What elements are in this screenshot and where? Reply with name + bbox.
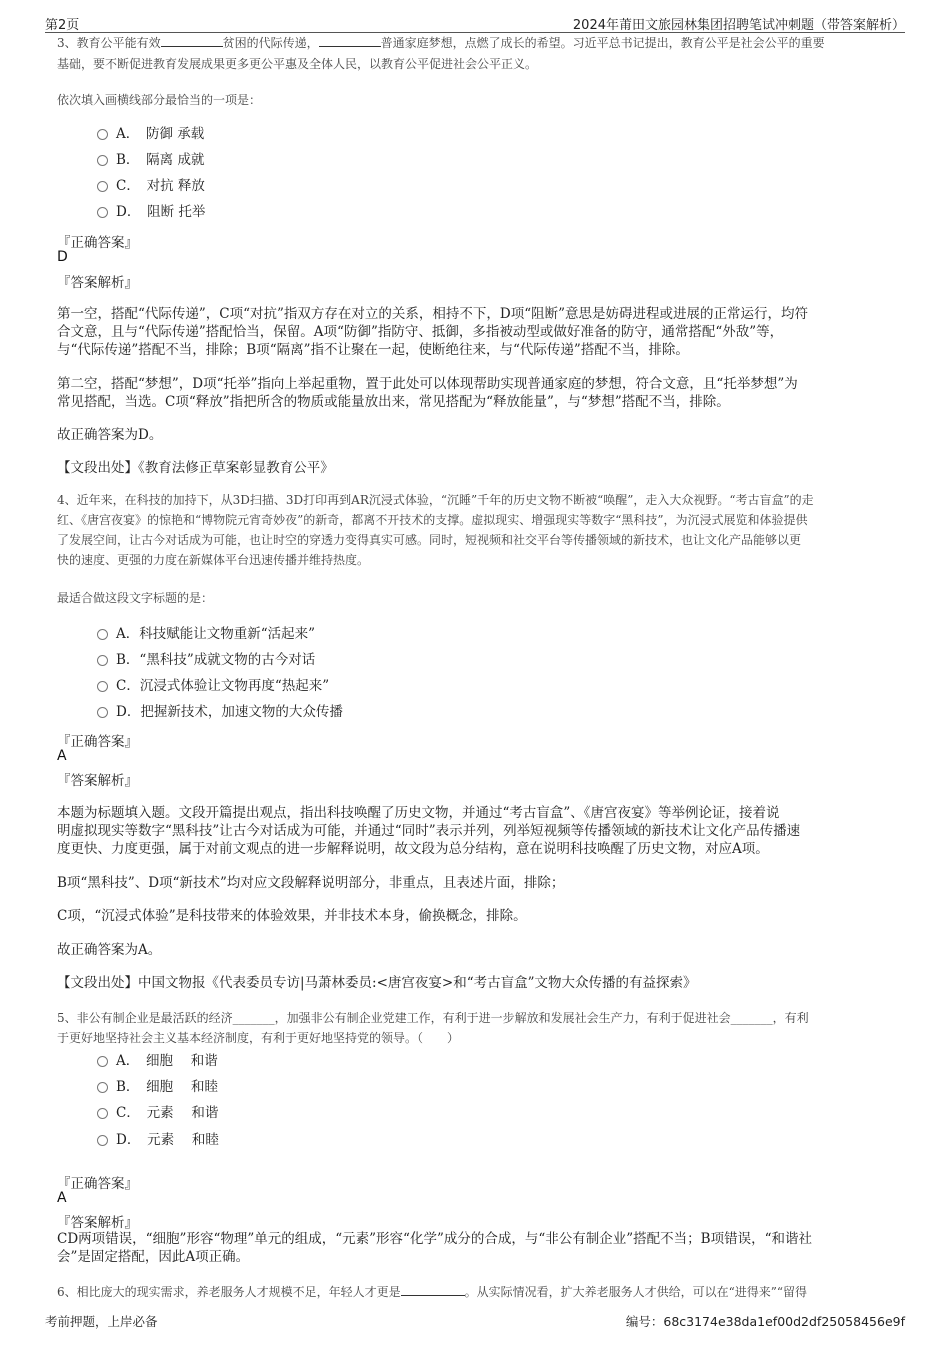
radio-icon[interactable] [97, 1082, 108, 1093]
radio-icon[interactable] [97, 629, 108, 640]
radio-icon[interactable] [97, 181, 108, 192]
q4-answer-label: 『正确答案』 [57, 734, 138, 750]
radio-icon[interactable] [97, 681, 108, 692]
q4-prompt: 最适合做这段文字标题的是： [57, 591, 214, 605]
q5-analysis-label: 『答案解析』 [57, 1215, 138, 1231]
footer-slogan: 考前押题，上岸必备 [45, 1314, 158, 1329]
q3-answer-label: 『正确答案』 [57, 235, 138, 251]
q5-option-d[interactable]: D． 元素 和睦 [97, 1130, 219, 1150]
q4-option-d[interactable]: D．把握新技术，加速文物的大众传播 [97, 702, 343, 722]
radio-icon[interactable] [97, 1108, 108, 1119]
q4-analysis-label: 『答案解析』 [57, 773, 138, 789]
q3-option-d[interactable]: D． 阻断 托举 [97, 202, 205, 222]
q3-analysis-p2: 第二空，搭配“梦想”，D项“托举”指向上举起重物，置于此处可以体现帮助实现普通家庭的梦想，符合文意，且“托举梦想”为 常见搭配，当选。C项“释放”指把所含的物质或能量放出来，常见搭配为“释放能量”，与“梦想”搭配不当，排除。 [57, 376, 798, 410]
q4-analysis-p2: B项“黑科技”、D项“新技术”均对应文段解释说明部分，非重点，且表述片面，排除； [57, 875, 565, 891]
q5-analysis: CD两项错误，“细胞”形容“物理”单元的组成，“元素”形容“化学”成分的合成，与“非公有制企业”搭配不当；B项错误，“和谐社 会”是固定搭配，因此A项正确。 [57, 1231, 812, 1265]
page-header [0, 0, 950, 34]
q3-option-c[interactable]: C． 对抗 释放 [97, 176, 205, 196]
q4-analysis-p1: 本题为标题填入题。文段开篇提出观点，指出科技唤醒了历史文物，并通过“考古盲盒”、《唐宫夜宴》等举例论证，接着说 明虚拟现实等数字“黑科技”让古今对话成为可能，并通过“同时”表示并列，列举短视频等传播领域的新技术让文化产品传播速 度更快、力度更强，属于对前文观点的进一步解释说明，故文段为总分结构，意在说明科技唤醒了历史文物，对应A项。 [57, 805, 801, 857]
q4-answer: A [57, 748, 67, 764]
q3-prompt: 依次填入画横线部分最恰当的一项是： [57, 93, 262, 107]
q5-answer: A [57, 1190, 67, 1206]
q3-stem: 3、教育公平能有效 贫困的代际传递， 普通家庭梦想，点燃了成长的希望。习近平总书记提出，教育公平是社会公平的重要 基础，要不断促进教育发展成果更多更公平惠及全体人民，以教育公平促进社会公平正义。 [57, 36, 825, 71]
page-number: 第2页 [45, 18, 80, 33]
radio-icon[interactable] [97, 707, 108, 718]
radio-icon[interactable] [97, 155, 108, 166]
q5-stem: 5、非公有制企业是最活跃的经济_______，加强非公有制企业党建工作，有利于进一步解放和发展社会生产力，有利于促进社会_______，有利 于更好地坚持社会主义基本经济制度，有利于更好地坚持党的领导。（ ） [57, 1011, 809, 1045]
q4-source: 【文段出处】中国文物报《代表委员专访|马萧林委员:<唐宫夜宴>和“考古盲盒”文物大众传播的有益探索》 [57, 975, 697, 991]
q3-answer: D [57, 249, 68, 265]
q4-analysis-p3: C项，“沉浸式体验”是科技带来的体验效果，并非技术本身，偷换概念，排除。 [57, 908, 527, 924]
q3-source: 【文段出处】《教育法修正草案彰显教育公平》 [57, 460, 334, 476]
q4-stem: 4、近年来，在科技的加持下，从3D扫描、3D打印再到AR沉浸式体验，“沉睡”千年的历史文物不断被“唤醒”，走入大众视野。“考古盲盒”的走 红、《唐宫夜宴》的惊艳和“博物院元宵奇妙夜”的新奇，都离不开技术的支撑。虚拟现实、增强现实等数字“黑科技”，为沉浸式展览和体验提供 了发展空间，让古今对话成为可能，也让时空的穿透力变得真实可感。同时，短视频和社交平台等传播领域的新技术，也让文化产品能够以更 快的速度、更强的力度在新媒体平台迅速传播并维持热度。 [57, 493, 814, 567]
radio-icon[interactable] [97, 655, 108, 666]
q3-analysis-p1: 第一空，搭配“代际传递”，C项“对抗”指双方存在对立的关系，相持不下，D项“阻断”意思是妨碍进程或进展的正常运行，均符 合文意，且与“代际传递”搭配恰当，保留。A项“防御”指防守、抵御，多指被动型或做好准备的防守，通常搭配“外敌”等， 与“代际传递”搭配不当，排除；B项“隔离”指不让聚在一起，使断绝往来，与“代际传递”搭配不当，排除。 [57, 306, 809, 358]
radio-icon[interactable] [97, 1135, 108, 1146]
header-divider [45, 32, 905, 33]
q3-option-b[interactable]: B． 隔离 成就 [97, 150, 204, 170]
q4-option-a[interactable]: A．科技赋能让文物重新“活起来” [97, 624, 315, 644]
document-id: 编号：68c3174e38da1ef00d2df25058456e9f [625, 1314, 905, 1329]
q4-conclusion: 故正确答案为A。 [57, 942, 162, 958]
q5-option-b[interactable]: B． 细胞 和睦 [97, 1077, 218, 1097]
radio-icon[interactable] [97, 1056, 108, 1067]
document-title: 2024年莆田文旅园林集团招聘笔试冲刺题（带答案解析） [572, 18, 905, 33]
radio-icon[interactable] [97, 129, 108, 140]
q5-option-c[interactable]: C． 元素 和谐 [97, 1103, 218, 1123]
q3-option-a[interactable]: A． 防御 承载 [97, 124, 204, 144]
q5-answer-label: 『正确答案』 [57, 1176, 138, 1192]
q6-stem: 6、相比庞大的现实需求，养老服务人才规模不足，年轻人才更是 。从实际情况看，扩大养老服务人才供给，可以在“进得来”“留得 [57, 1285, 808, 1299]
q5-option-a[interactable]: A． 细胞 和谐 [97, 1051, 218, 1071]
q4-option-c[interactable]: C．沉浸式体验让文物再度“热起来” [97, 676, 329, 696]
q4-option-b[interactable]: B．“黑科技”成就文物的古今对话 [97, 650, 315, 670]
radio-icon[interactable] [97, 207, 108, 218]
q3-conclusion: 故正确答案为D。 [57, 427, 163, 443]
q3-analysis-label: 『答案解析』 [57, 275, 138, 291]
